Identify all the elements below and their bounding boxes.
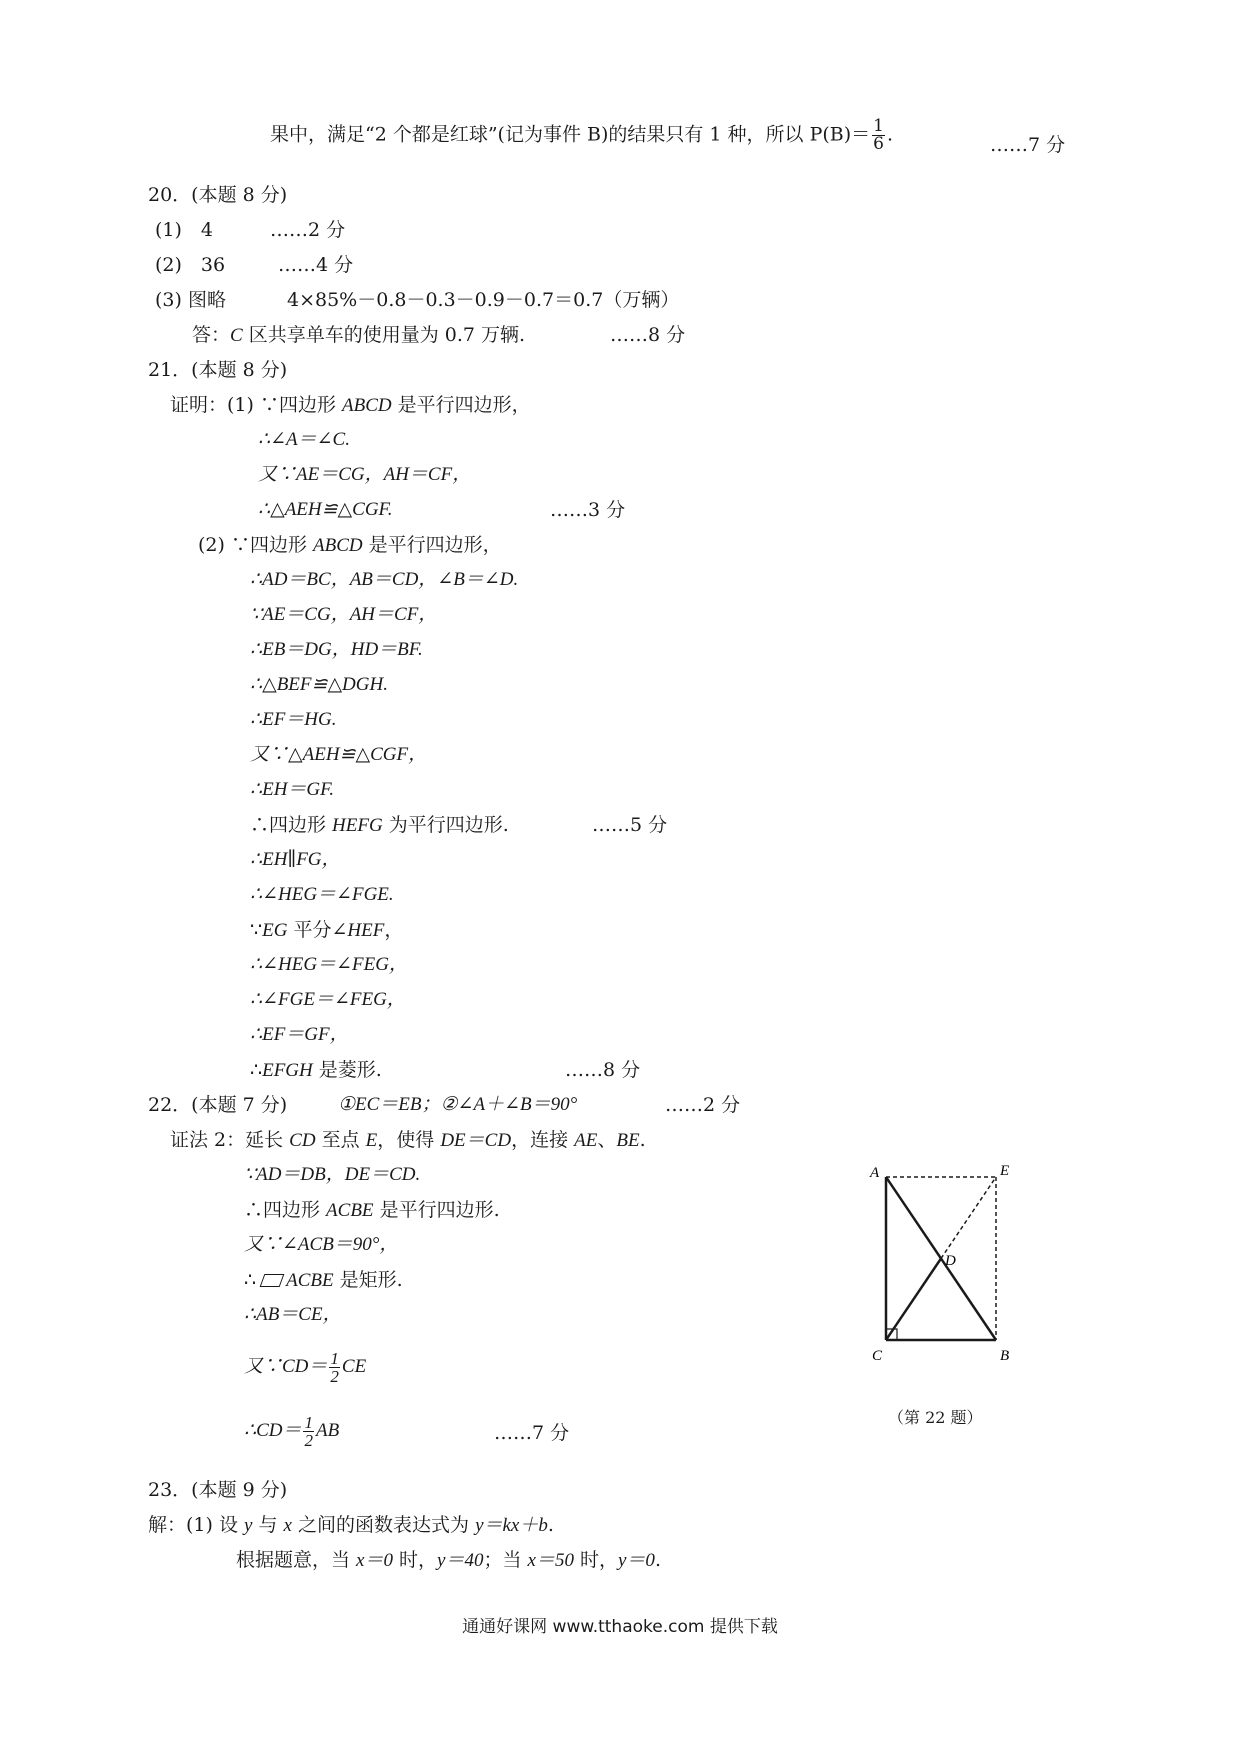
text: CD xyxy=(289,1130,316,1151)
text: . xyxy=(639,1129,646,1151)
text: CE xyxy=(341,1355,367,1377)
text: ∴ xyxy=(244,1269,257,1291)
score-mark: ……4 分 xyxy=(278,254,354,276)
parallelogram-symbol xyxy=(260,1274,285,1287)
proof-line: ∴∠A＝∠C. xyxy=(258,429,350,450)
text: C xyxy=(230,325,243,346)
text: AE xyxy=(574,1130,598,1151)
text: 是平行四边形， xyxy=(362,534,502,556)
label-c: C xyxy=(872,1348,883,1364)
proof-line: ∴EF＝GF， xyxy=(250,1024,349,1045)
fraction-one-sixth xyxy=(872,118,885,153)
denominator: 2 xyxy=(330,1367,339,1386)
proof-line: ∴∠FGE＝∠FEG， xyxy=(250,989,406,1010)
text: y＝0 xyxy=(618,1550,655,1571)
text: x＝0 xyxy=(356,1550,393,1571)
text: 证明：(1) ∵四边形 xyxy=(170,394,342,416)
label-a: A xyxy=(870,1165,880,1181)
proof-line xyxy=(244,1414,339,1449)
score-mark: ……7 分 xyxy=(494,1422,570,1444)
segment-de xyxy=(941,1177,996,1259)
label-d: D xyxy=(945,1253,956,1269)
fraction-one-half xyxy=(329,1350,340,1385)
text: 是平行四边形. xyxy=(373,1199,500,1221)
score-mark: ……2 分 xyxy=(665,1094,741,1116)
segment-cd xyxy=(886,1259,941,1341)
text: 为平行四边形. xyxy=(382,814,509,836)
score-mark: ……7 分 xyxy=(990,134,1066,156)
text: EFGH xyxy=(262,1060,313,1081)
question-20-heading: 20．(本题 8 分) xyxy=(148,184,288,206)
text: ， xyxy=(384,919,404,941)
question-23-heading: 23．(本题 9 分) xyxy=(148,1479,288,1501)
text: 至点 xyxy=(315,1129,366,1151)
q22-answer: ①EC＝EB；②∠A＋∠B＝90° xyxy=(338,1094,578,1115)
text: ∴ xyxy=(250,1059,263,1081)
proof-line: 又∵∠ACB＝90°， xyxy=(244,1234,399,1255)
text: 果中，满足“2 个都是红球”(记为事件 B)的结果只有 1 种，所以 P(B)＝ xyxy=(270,123,871,146)
text: 答： xyxy=(192,324,231,346)
text: ，使得 xyxy=(377,1129,441,1151)
text: ∴CD＝ xyxy=(244,1419,302,1441)
proof-line xyxy=(250,1057,382,1084)
text: HEFG xyxy=(332,815,383,836)
text: ，连接 xyxy=(511,1129,575,1151)
score-mark: ……8 分 xyxy=(565,1059,641,1081)
proof-line: ∴EH∥FG， xyxy=(250,849,341,870)
text: BE xyxy=(616,1130,640,1151)
text: EG xyxy=(262,920,288,941)
text: 时， xyxy=(573,1549,618,1571)
text: (2) ∵四边形 xyxy=(198,534,313,556)
text: y＝40 xyxy=(437,1550,484,1571)
text: 是平行四边形， xyxy=(391,394,531,416)
text: x＝50 xyxy=(527,1550,574,1571)
q20-part2: (2) 36 xyxy=(155,254,226,276)
proof-line: ∴AB＝CE， xyxy=(244,1304,342,1325)
proof-line: ∴△AEH≌△CGF. xyxy=(258,499,393,520)
text: 是菱形. xyxy=(312,1059,382,1081)
text: ∵ xyxy=(250,919,263,941)
text: E xyxy=(365,1130,378,1151)
proof-line xyxy=(244,1197,500,1224)
score-mark: ……2 分 xyxy=(270,219,346,241)
text: 是矩形. xyxy=(333,1269,403,1291)
text: 根据题意，当 xyxy=(236,1549,357,1571)
label-e: E xyxy=(1000,1163,1010,1179)
proof-line: ∴△BEF≌△DGH. xyxy=(250,674,388,695)
proof-line: ∴AD＝BC，AB＝CD，∠B＝∠D. xyxy=(250,569,519,590)
proof-line xyxy=(198,532,502,559)
text: . xyxy=(887,123,894,146)
proof-line: 又∵△AEH≌△CGF， xyxy=(250,744,428,765)
text: 证法 2：延长 xyxy=(170,1129,290,1151)
text: 解：(1) 设 xyxy=(148,1514,244,1536)
text: 又∵CD＝ xyxy=(244,1355,328,1377)
solution-line xyxy=(148,1512,554,1539)
numerator: 1 xyxy=(330,1349,339,1368)
q22-figure xyxy=(860,1155,1020,1375)
text: ABCD xyxy=(313,535,363,556)
proof-line xyxy=(250,812,509,839)
proof-line: ∵AD＝DB，DE＝CD. xyxy=(244,1164,421,1185)
proof-line: ∴∠HEG＝∠FEG， xyxy=(250,954,408,975)
denominator: 2 xyxy=(304,1431,313,1450)
proof-line: ∴∠HEG＝∠FGE. xyxy=(250,884,394,905)
text: 时， xyxy=(392,1549,438,1571)
proof-line xyxy=(170,1127,646,1154)
text: y＝kx＋b xyxy=(475,1515,548,1536)
solution-line xyxy=(236,1547,661,1574)
text: ；当 xyxy=(483,1549,528,1571)
text: 、 xyxy=(597,1129,617,1151)
text: . xyxy=(654,1549,661,1571)
proof-line: ∴EF＝HG. xyxy=(250,709,337,730)
proof-line: ∴EB＝DG，HD＝BF. xyxy=(250,639,423,660)
text: ACBE xyxy=(286,1270,334,1291)
label-b: B xyxy=(1000,1348,1010,1364)
proof-line xyxy=(244,1267,403,1294)
proof-line: ∵AE＝CG，AH＝CF， xyxy=(250,604,438,625)
denominator: 6 xyxy=(873,134,884,154)
proof-line xyxy=(244,1350,366,1385)
proof-line xyxy=(170,392,531,419)
text: HEF xyxy=(347,920,385,941)
text: ∴四边形 xyxy=(244,1199,327,1221)
q20-part3-calc: 4×85%－0.8－0.3－0.9－0.7＝0.7（万辆） xyxy=(287,289,680,311)
text: AB xyxy=(315,1419,340,1441)
text: y xyxy=(244,1515,253,1536)
proof-line xyxy=(250,917,403,944)
text: 与 xyxy=(252,1514,284,1536)
numerator: 1 xyxy=(304,1413,313,1432)
proof-line: 又∵AE＝CG，AH＝CF， xyxy=(258,464,472,485)
text: 区共享单车的使用量为 0.7 万辆. xyxy=(242,324,526,346)
fraction-one-half xyxy=(303,1414,314,1449)
proof-line: ∴EH＝GF. xyxy=(250,779,335,800)
question-22-heading: 22．(本题 7 分) xyxy=(148,1094,288,1116)
score-mark: ……5 分 xyxy=(592,814,668,836)
footer-credit: 通通好课网 www.tthaoke.com 提供下载 xyxy=(462,1617,778,1637)
text: 之间的函数表达式为 xyxy=(291,1514,476,1536)
q20-answer xyxy=(192,322,525,349)
figure-caption: （第 22 题） xyxy=(888,1408,983,1427)
q20-part3: (3) 图略 xyxy=(155,289,226,311)
score-mark: ……3 分 xyxy=(550,499,626,521)
text: ACBE xyxy=(326,1200,374,1221)
text: ∴四边形 xyxy=(250,814,333,836)
text: DE＝CD xyxy=(440,1130,512,1151)
score-mark: ……8 分 xyxy=(610,324,686,346)
q20-part1: (1) 4 xyxy=(155,219,214,241)
text: x xyxy=(283,1515,292,1536)
text: ABCD xyxy=(342,395,392,416)
numerator: 1 xyxy=(873,116,884,136)
prob-conclusion-line xyxy=(270,118,893,153)
text: . xyxy=(547,1514,554,1536)
question-21-heading: 21．(本题 8 分) xyxy=(148,359,288,381)
text: 平分∠ xyxy=(287,919,348,941)
